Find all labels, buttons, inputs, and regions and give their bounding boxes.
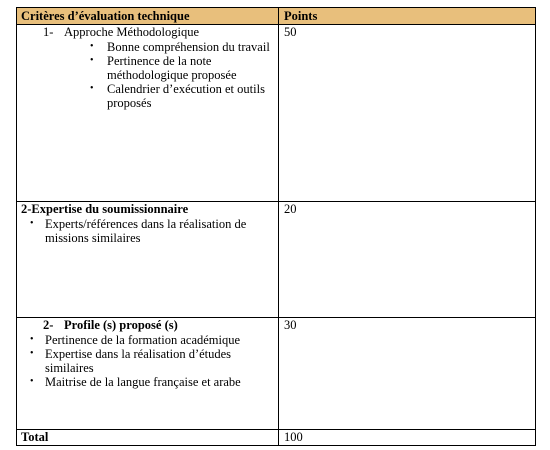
bullet-icon: •	[90, 55, 94, 66]
list-item	[21, 375, 274, 389]
header-criteria: Critères d’évaluation technique	[17, 8, 279, 24]
section-number: 2-	[43, 318, 54, 332]
list-item-text: Experts/références dans la réalisation de missions similaires	[45, 217, 247, 245]
list-item	[21, 347, 274, 375]
section-title	[21, 25, 274, 40]
section-title	[21, 318, 274, 333]
points-cell: 30	[284, 318, 297, 332]
table-row	[17, 202, 535, 318]
list-item-text: Calendrier d’exécution et outils proposés	[107, 82, 265, 110]
table-row	[17, 25, 535, 202]
bullet-icon: •	[30, 334, 34, 345]
total-label: Total	[17, 430, 279, 445]
criteria-cell	[17, 318, 279, 429]
bullet-icon: •	[30, 218, 34, 229]
criteria-list	[21, 333, 274, 389]
section-title: 2-Expertise du soumissionnaire	[21, 202, 189, 216]
total-row	[17, 430, 535, 445]
header-points: Points	[284, 9, 318, 23]
table-row	[17, 318, 535, 430]
evaluation-table	[16, 7, 536, 446]
criteria-list	[21, 217, 274, 245]
section-title-text: Approche Méthodologique	[64, 25, 200, 39]
list-item	[21, 54, 274, 82]
list-item-text: Pertinence de la formation académique	[45, 333, 241, 347]
criteria-list	[21, 40, 274, 110]
bullet-icon: •	[90, 41, 94, 52]
list-item-text: Maitrise de la langue française et arabe	[45, 375, 241, 389]
criteria-cell	[17, 202, 279, 317]
table-header-row	[17, 8, 535, 25]
bullet-icon: •	[30, 376, 34, 387]
list-item-text: Expertise dans la réalisation d’études similaires	[45, 347, 232, 375]
points-cell: 20	[284, 202, 297, 216]
criteria-cell	[17, 25, 279, 201]
list-item	[21, 82, 274, 110]
bullet-icon: •	[90, 83, 94, 94]
list-item-text: Pertinence de la note méthodologique proposée	[107, 54, 237, 82]
list-item	[21, 217, 274, 245]
bullet-icon: •	[30, 348, 34, 359]
list-item	[21, 40, 274, 54]
section-number: 1-	[43, 25, 54, 39]
points-cell: 50	[284, 25, 297, 39]
total-points: 100	[284, 430, 303, 444]
list-item	[21, 333, 274, 347]
list-item-text: Bonne compréhension du travail	[107, 40, 270, 54]
section-title-text: Profile (s) proposé (s)	[64, 318, 178, 332]
